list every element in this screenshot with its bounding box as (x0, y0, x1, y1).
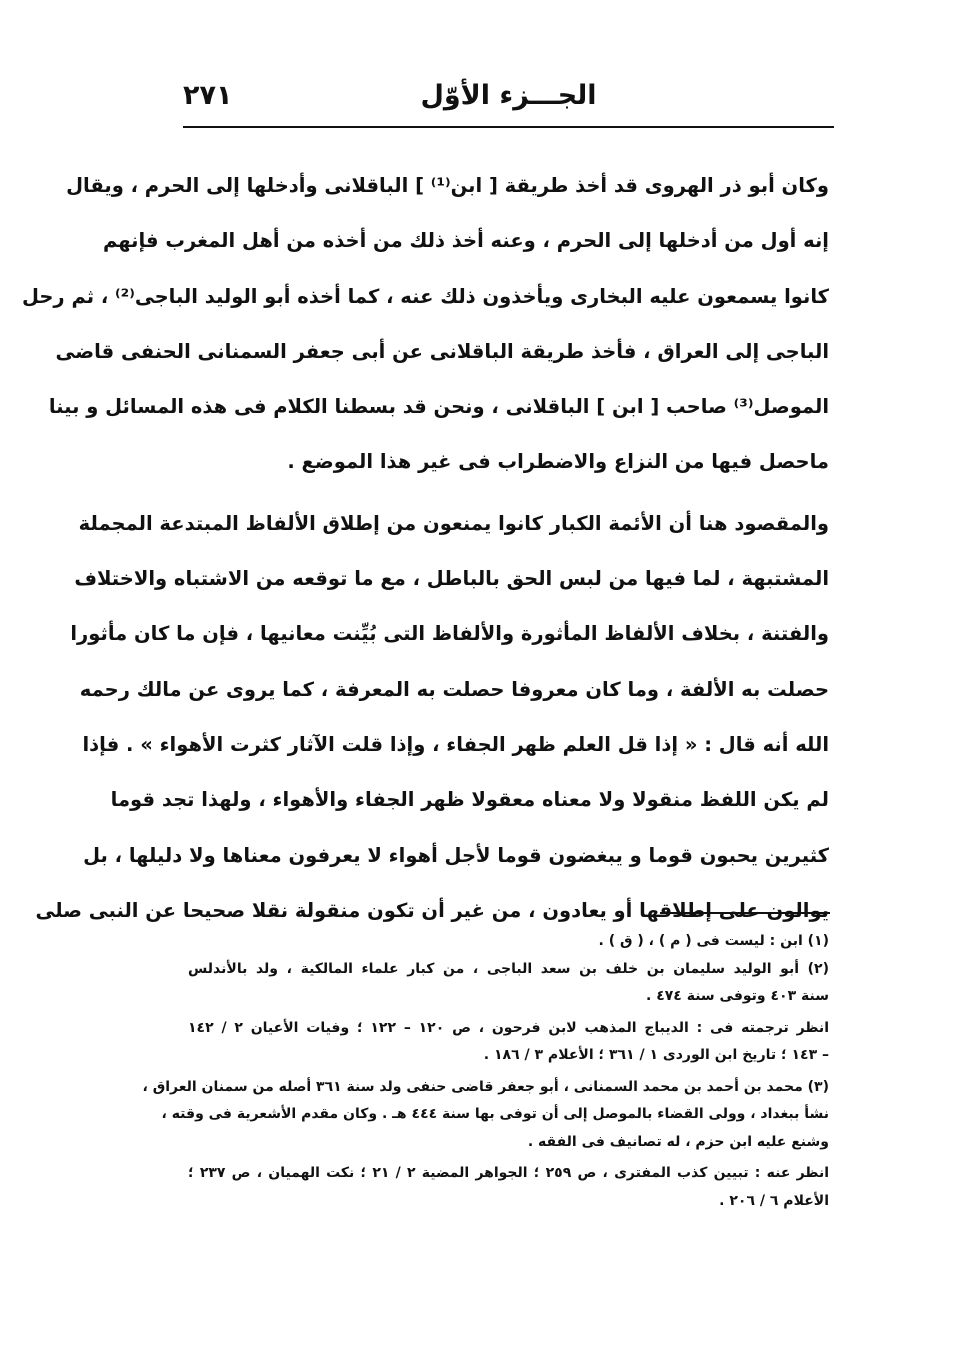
text-line: ماحصل فيها من النزاع والاضطراب فى غير هذا الموضع . (287, 450, 829, 474)
text-line: والفتنة ، بخلاف الألفاظ المأثورة والألفاظ التى بُيِّنت معانيها ، فإن ما كان مأثورا (70, 622, 829, 646)
text-line: إنه أول من أدخلها إلى الحرم ، وعنه أخذ ذلك من أخذه من أهل المغرب فإنهم (102, 229, 829, 253)
footnote-3-line: (٣) محمد بن أحمد بن محمد السمنانى ، أبو جعفر قاضى حنفى ولد سنة ٣٦١ أصله من سمنان العراق ، (142, 1078, 829, 1095)
text-line: الله أنه قال : « إذا قل العلم ظهر الجفاء ، وإذا قلت الآثار كثرت الأهواء » . فإذا (82, 732, 829, 756)
text-line: يوالون على إطلاقها أو يعادون ، من غير أن تكون منقولة نقلا صحيحا عن النبى صلى (35, 898, 829, 922)
footnote-3-line: نشأ ببغداد ، وولى القضاء بالموصل إلى أن توفى بها سنة ٤٤٤ هـ . وكان مقدم الأشعرية فى وقته ، (161, 1106, 829, 1122)
text-line: كانوا يسمعون عليه البخارى ويأخذون ذلك عنه ، كما أخذه أبو الوليد الباجى⁽²⁾ ، ثم رحل (21, 284, 829, 308)
text-line: حصلت به الألفة ، وما كان معروفا حصلت به المعرفة ، كما يروى عن مالك رحمه (79, 677, 829, 701)
footnote-2-reference-line: – ١٤٣ ؛ تاريخ ابن الوردى ١ / ٣٦١ ؛ الأعلام ٣ / ١٨٦ . (483, 1047, 829, 1063)
footnote-3-reference-line: انظر عنه : تبيين كذب المفترى ، ص ٢٥٩ ؛ الجواهر المضية ٢ / ٢١ ؛ نكت الهميان ، ص ٢٣٧ ؛ (188, 1165, 829, 1181)
text-line: الموصل⁽³⁾ صاحب [ ابن ] الباقلانى ، ونحن قد بسطنا الكلام فى هذه المسائل و بينا (48, 395, 829, 419)
footnotes (142, 928, 829, 1215)
text-line: وكان أبو ذر الهروى قد أخذ طريقة [ ابن⁽¹⁾ ] الباقلانى وأدخلها إلى الحرم ، ويقال (66, 174, 829, 197)
footnote-2-line: (٢) أبو الوليد سليمان بن خلف بن سعد الباجى ، من كبار علماء المالكية ، ولد بالأندلس (188, 960, 829, 977)
header-rule (183, 126, 834, 128)
footnote-rule (660, 912, 830, 914)
text-line: الباجى إلى العراق ، فأخذ طريقة الباقلانى عن أبى جعفر السمنانى الحنفى قاضى (55, 339, 829, 363)
footnote-2-line: سنة ٤٠٣ وتوفى سنة ٤٧٤ . (645, 988, 829, 1004)
footnote-3-line: وشنع عليه ابن حزم ، له تصانيف فى الفقه . (527, 1133, 829, 1150)
page-number: ٢٧١ (183, 80, 233, 111)
text-line: والمقصود هنا أن الأئمة الكبار كانوا يمنعون من إطلاق الألفاظ المبتدعة المجملة (78, 511, 829, 535)
main-text (21, 158, 829, 938)
text-line: كثيرين يحبون قوما و يبغضون قوما لأجل أهواء لا يعرفون معناها ولا دليلها ، بل (83, 843, 829, 867)
text-line: لم يكن اللفظ منقولا ولا معناه معقولا ظهر الجفاء والأهواء ، ولهذا تجد قوما (110, 788, 829, 812)
footnote-1: (١) ابن : ليست فى ( م ) ، ( ق ) . (598, 933, 829, 949)
footnote-3-reference-line: الأعلام ٦ / ٢٠٦ . (719, 1192, 829, 1209)
footnote-2-reference-line: انظر ترجمته فى : الديباج المذهب لابن فرحون ، ص ١٢٠ – ١٢٢ ؛ وفيات الأعيان ٢ / ١٤٢ (188, 1019, 829, 1036)
text-line: المشتبهة ، لما فيها من لبس الحق بالباطل ، مع ما توقعه من الاشتباه والاختلاف (74, 567, 829, 591)
page-header (183, 80, 834, 126)
running-title: الجـــزء الأوّل (420, 80, 597, 111)
